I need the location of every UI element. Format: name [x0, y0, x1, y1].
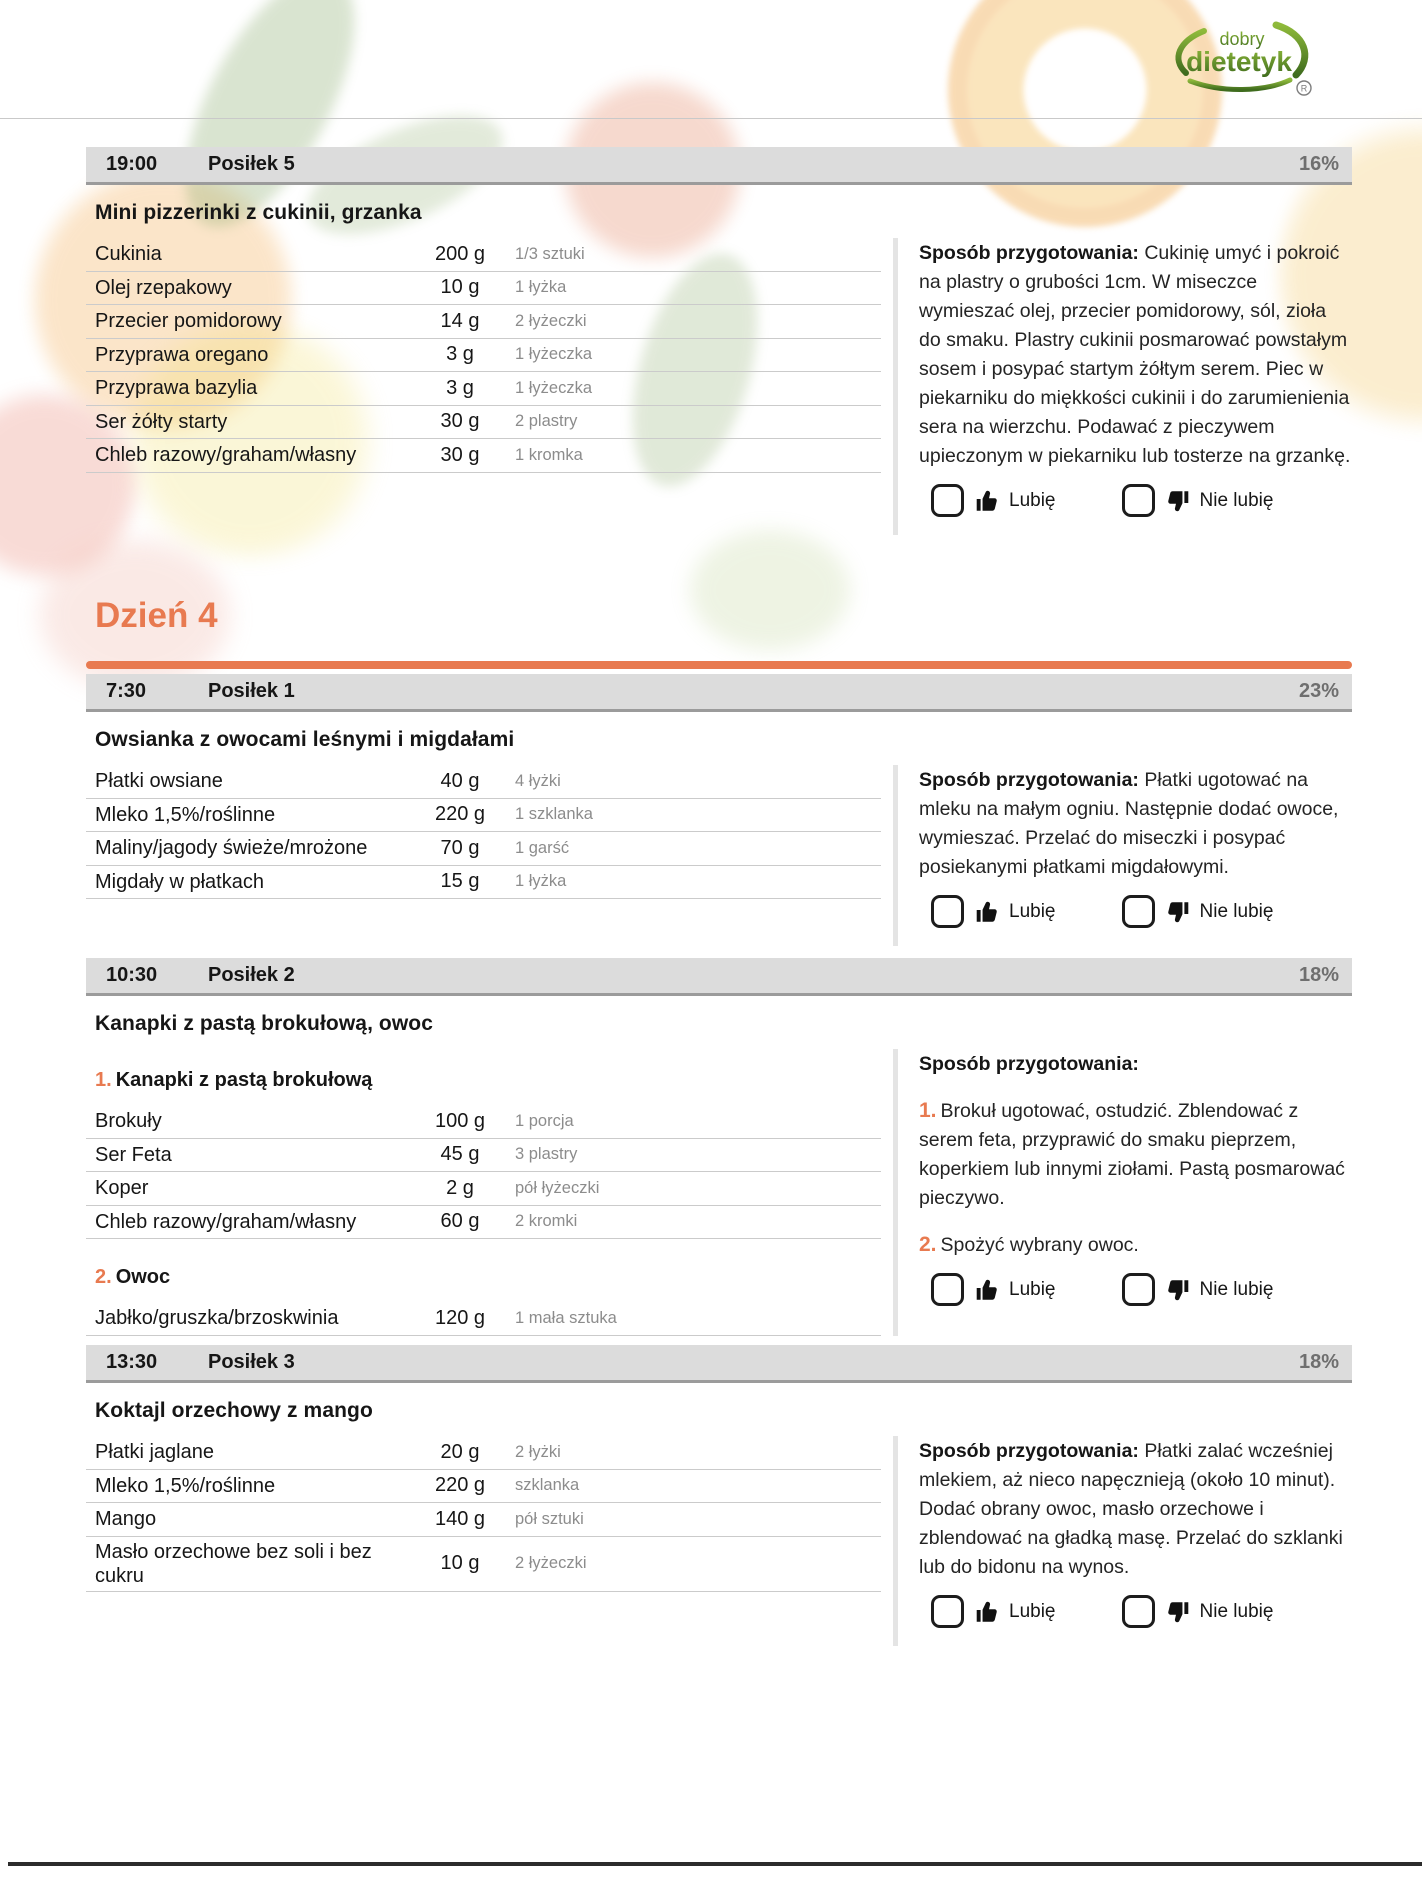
- thumb-up-icon: [974, 1599, 1000, 1625]
- ingredient-name: Maliny/jagody świeże/mrożone: [95, 837, 368, 860]
- ingredient-amount: 220 g: [434, 803, 486, 826]
- ingredient-amount: 30 g: [440, 410, 480, 433]
- ingredient-row: [86, 1172, 881, 1206]
- ingredient-amount: 45 g: [440, 1143, 480, 1166]
- ingredient-amount: 10 g: [440, 1552, 480, 1575]
- meal-section-posilek-5: [86, 147, 1352, 535]
- ingredient-table: [86, 765, 881, 946]
- subrecipe-heading: 1. Kanapki z pastą brokułową: [95, 1069, 373, 1091]
- ingredient-measure: 2 plastry: [515, 412, 578, 431]
- ingredient-name: Mleko 1,5%/roślinne: [95, 803, 276, 826]
- meal-energy-percent: 18%: [1298, 1351, 1339, 1373]
- thumb-up-icon: [974, 899, 1000, 925]
- logo-registered-mark: R: [1300, 83, 1308, 94]
- meal-time: 10:30: [106, 964, 158, 986]
- ingredient-measure: pół sztuki: [515, 1509, 584, 1528]
- ingredient-measure: 2 łyżeczki: [515, 1554, 587, 1573]
- preparation-panel: [893, 1049, 1352, 1336]
- subrecipe-heading: 2. Owoc: [95, 1266, 171, 1288]
- ingredient-measure: 2 kromki: [515, 1212, 578, 1231]
- preparation-panel: [893, 238, 1352, 535]
- ingredient-row: [86, 1206, 881, 1240]
- meal-title: Owsianka z owocami leśnymi i migdałami: [95, 728, 515, 751]
- step-number: 2.: [919, 1233, 937, 1256]
- ingredient-measure: 1 mała sztuka: [515, 1308, 617, 1327]
- like-checkbox[interactable]: [931, 1273, 964, 1306]
- dislike-label: Nie lubię: [1199, 1278, 1274, 1300]
- logo-text-dietetyk: dietetyk: [1186, 46, 1292, 77]
- ingredient-row: [86, 1537, 881, 1593]
- ingredient-table: [86, 1436, 881, 1646]
- dislike-label: Nie lubię: [1199, 489, 1274, 511]
- preparation-text: Sposób przygotowania: Cukinię umyć i pokroić na plastry o grubości 1cm. W miseczce wymieszać olej, przecier pomidorowy, sól, zioła do smaku. Plastry cukinii posmarować powstałym sosem i posypać startym żółtym serem. Piec w piekarniku do miękkości cukinii i do zarumienienia sera na wierzchu. Podawać z pieczywem upieczonym w piekarniku lub tosterze na grzankę.: [919, 242, 1351, 467]
- ingredient-name: Przyprawa bazylia: [95, 377, 258, 400]
- meal-section-posilek-1: [86, 674, 1352, 946]
- ingredient-amount: 30 g: [440, 443, 480, 466]
- ingredient-measure: 1 kromka: [515, 445, 583, 464]
- like-dislike-row: [931, 1595, 1352, 1628]
- ingredient-row: [86, 339, 881, 373]
- ingredient-row: [86, 1503, 881, 1537]
- thumb-up-icon: [974, 488, 1000, 514]
- ingredient-row: [86, 406, 881, 440]
- ingredient-amount: 140 g: [434, 1507, 486, 1530]
- subrecipe-number: 1.: [95, 1069, 112, 1091]
- ingredient-row: [86, 765, 881, 799]
- subrecipe-number: 2.: [95, 1266, 112, 1288]
- meal-name: Posiłek 2: [208, 964, 295, 986]
- ingredient-amount: 14 g: [440, 309, 480, 332]
- meal-time: 19:00: [106, 153, 158, 175]
- ingredient-row: [86, 1436, 881, 1470]
- thumb-down-icon: [1165, 1599, 1191, 1625]
- ingredient-row: [86, 1139, 881, 1173]
- ingredient-measure: 1/3 sztuki: [515, 244, 585, 263]
- ingredient-measure: szklanka: [515, 1476, 580, 1495]
- ingredient-row: [86, 305, 881, 339]
- preparation-step: 2. Spożyć wybrany owoc.: [919, 1233, 1139, 1256]
- ingredient-measure: 1 łyżeczka: [515, 378, 593, 397]
- ingredient-name: Płatki jaglane: [95, 1441, 214, 1464]
- meal-header-bar: [86, 674, 1352, 712]
- meal-section-posilek-3: [86, 1345, 1352, 1646]
- preparation-text: Sposób przygotowania: Płatki ugotować na mleku na małym ogniu. Następnie dodać owoce, wymieszać. Przelać do miseczki i posypać posiekanymi płatkami migdałowymi.: [919, 769, 1339, 878]
- ingredient-name: Przyprawa oregano: [95, 343, 269, 366]
- ingredient-measure: 1 łyżka: [515, 872, 567, 891]
- preparation-text: Sposób przygotowania: Płatki zalać wcześniej mlekiem, aż nieco napęcznieją (około 10 minut). Dodać obrany owoc, masło orzechowe i zblendować na gładką masę. Przelać do szklanki lub do bidonu na wynos.: [919, 1440, 1343, 1578]
- meal-energy-percent: 18%: [1298, 964, 1339, 986]
- like-checkbox[interactable]: [931, 895, 964, 928]
- dislike-label: Nie lubię: [1199, 1600, 1274, 1622]
- preparation-label: Sposób przygotowania:: [919, 769, 1145, 791]
- meal-title: Koktajl orzechowy z mango: [95, 1399, 373, 1422]
- ingredient-measure: 2 łyżki: [515, 1442, 561, 1461]
- like-label: Lubię: [1009, 1600, 1056, 1622]
- day-heading: Dzień 4: [95, 596, 218, 635]
- ingredient-name: Płatki owsiane: [95, 770, 223, 793]
- ingredient-amount: 20 g: [440, 1440, 480, 1463]
- ingredient-measure: 1 garść: [515, 838, 570, 857]
- ingredient-measure: 1 łyżeczka: [515, 345, 593, 364]
- ingredient-row: [86, 1302, 881, 1336]
- ingredient-row: [86, 866, 881, 900]
- like-dislike-row: [931, 1273, 1352, 1306]
- meal-section-posilek-2: [86, 958, 1352, 1336]
- like-label: Lubię: [1009, 900, 1056, 922]
- meal-name: Posiłek 1: [208, 680, 295, 702]
- meal-energy-percent: 16%: [1298, 153, 1339, 175]
- dislike-checkbox[interactable]: [1122, 895, 1155, 928]
- meal-time: 13:30: [106, 1351, 158, 1373]
- preparation-label-line: [919, 1050, 1352, 1079]
- preparation-label: Sposób przygotowania:: [919, 1440, 1145, 1462]
- ingredient-amount: 2 g: [446, 1176, 474, 1199]
- thumb-down-icon: [1165, 488, 1191, 514]
- preparation-panel: [893, 1436, 1352, 1646]
- preparation-panel: [893, 765, 1352, 946]
- ingredient-measure: 1 porcja: [515, 1111, 574, 1130]
- meal-header-bar: [86, 147, 1352, 185]
- ingredient-name: Olej rzepakowy: [95, 276, 232, 299]
- meal-header-bar: [86, 1345, 1352, 1383]
- ingredient-name: Ser Feta: [95, 1143, 172, 1166]
- ingredient-name: Koper: [95, 1177, 149, 1200]
- ingredient-table: [86, 1049, 881, 1336]
- like-label: Lubię: [1009, 1278, 1056, 1300]
- ingredient-name: Chleb razowy/graham/własny: [95, 1210, 357, 1233]
- dobry-dietetyk-logo: [1164, 20, 1318, 106]
- ingredient-amount: 100 g: [434, 1109, 486, 1132]
- ingredient-amount: 3 g: [446, 376, 474, 399]
- ingredient-name: Ser żółty starty: [95, 410, 228, 433]
- meal-header-bar: [86, 958, 1352, 996]
- meal-title: Kanapki z pastą brokułową, owoc: [95, 1012, 434, 1035]
- ingredient-amount: 60 g: [440, 1210, 480, 1233]
- ingredient-row: [86, 1470, 881, 1504]
- thumb-down-icon: [1165, 1277, 1191, 1303]
- ingredient-row: [86, 372, 881, 406]
- preparation-label: Sposób przygotowania:: [919, 242, 1145, 264]
- ingredient-amount: 15 g: [440, 870, 480, 893]
- step-number: 1.: [919, 1099, 937, 1122]
- meal-name: Posiłek 3: [208, 1351, 295, 1373]
- logo-text-dobry: dobry: [1219, 29, 1265, 49]
- footer-rule: [8, 1862, 1422, 1866]
- dislike-checkbox[interactable]: [1122, 1273, 1155, 1306]
- dislike-checkbox[interactable]: [1122, 484, 1155, 517]
- ingredient-name: Cukinia: [95, 243, 162, 266]
- ingredient-row: [86, 272, 881, 306]
- ingredient-measure: 1 szklanka: [515, 805, 593, 824]
- dislike-label: Nie lubię: [1199, 900, 1274, 922]
- thumb-down-icon: [1165, 899, 1191, 925]
- top-divider-line: [0, 118, 1422, 119]
- ingredient-name: Migdały w płatkach: [95, 870, 264, 893]
- ingredient-row: [86, 799, 881, 833]
- bg-lime-bottom: [690, 530, 850, 650]
- logo-swoosh-bottom: [1190, 80, 1290, 90]
- ingredient-amount: 200 g: [434, 242, 486, 265]
- ingredient-measure: pół łyżeczki: [515, 1178, 600, 1197]
- preparation-step: 1. Brokuł ugotować, ostudzić. Zblendować z serem feta, przyprawić do smaku pieprzem, koperkiem lub innymi ziołami. Pastą posmarować pieczywo.: [919, 1099, 1345, 1209]
- ingredient-amount: 10 g: [440, 276, 480, 299]
- like-dislike-row: [931, 484, 1352, 517]
- meal-time: 7:30: [106, 680, 147, 702]
- ingredient-row: [86, 439, 881, 473]
- ingredient-measure: 4 łyżki: [515, 771, 561, 790]
- ingredient-amount: 220 g: [434, 1474, 486, 1497]
- like-checkbox[interactable]: [931, 484, 964, 517]
- ingredient-amount: 120 g: [434, 1306, 486, 1329]
- ingredient-name: Przecier pomidorowy: [95, 310, 282, 333]
- like-checkbox[interactable]: [931, 1595, 964, 1628]
- ingredient-row: [86, 1105, 881, 1139]
- day-divider-bar: [86, 661, 1352, 669]
- ingredient-measure: 2 łyżeczki: [515, 311, 587, 330]
- ingredient-row: [86, 238, 881, 272]
- ingredient-amount: 3 g: [446, 343, 474, 366]
- ingredient-amount: 40 g: [440, 769, 480, 792]
- thumb-up-icon: [974, 1277, 1000, 1303]
- ingredient-measure: 1 łyżka: [515, 278, 567, 297]
- ingredient-name: Mango: [95, 1508, 157, 1531]
- meal-energy-percent: 23%: [1298, 680, 1339, 702]
- ingredient-name: Chleb razowy/graham/własny: [95, 444, 357, 467]
- ingredient-name: Mleko 1,5%/roślinne: [95, 1474, 276, 1497]
- ingredient-name: Brokuły: [95, 1110, 162, 1133]
- ingredient-row: [86, 832, 881, 866]
- dislike-checkbox[interactable]: [1122, 1595, 1155, 1628]
- ingredient-name: Jabłko/gruszka/brzoskwinia: [95, 1307, 339, 1330]
- meal-title: Mini pizzerinki z cukinii, grzanka: [95, 201, 422, 224]
- like-label: Lubię: [1009, 489, 1056, 511]
- like-dislike-row: [931, 895, 1352, 928]
- ingredient-measure: 3 plastry: [515, 1145, 578, 1164]
- meal-name: Posiłek 5: [208, 153, 295, 175]
- ingredient-table: [86, 238, 881, 535]
- preparation-label: Sposób przygotowania:: [919, 1053, 1139, 1075]
- ingredient-name: Masło orzechowe bez soli i bez cukru: [95, 1540, 372, 1587]
- ingredient-amount: 70 g: [440, 836, 480, 859]
